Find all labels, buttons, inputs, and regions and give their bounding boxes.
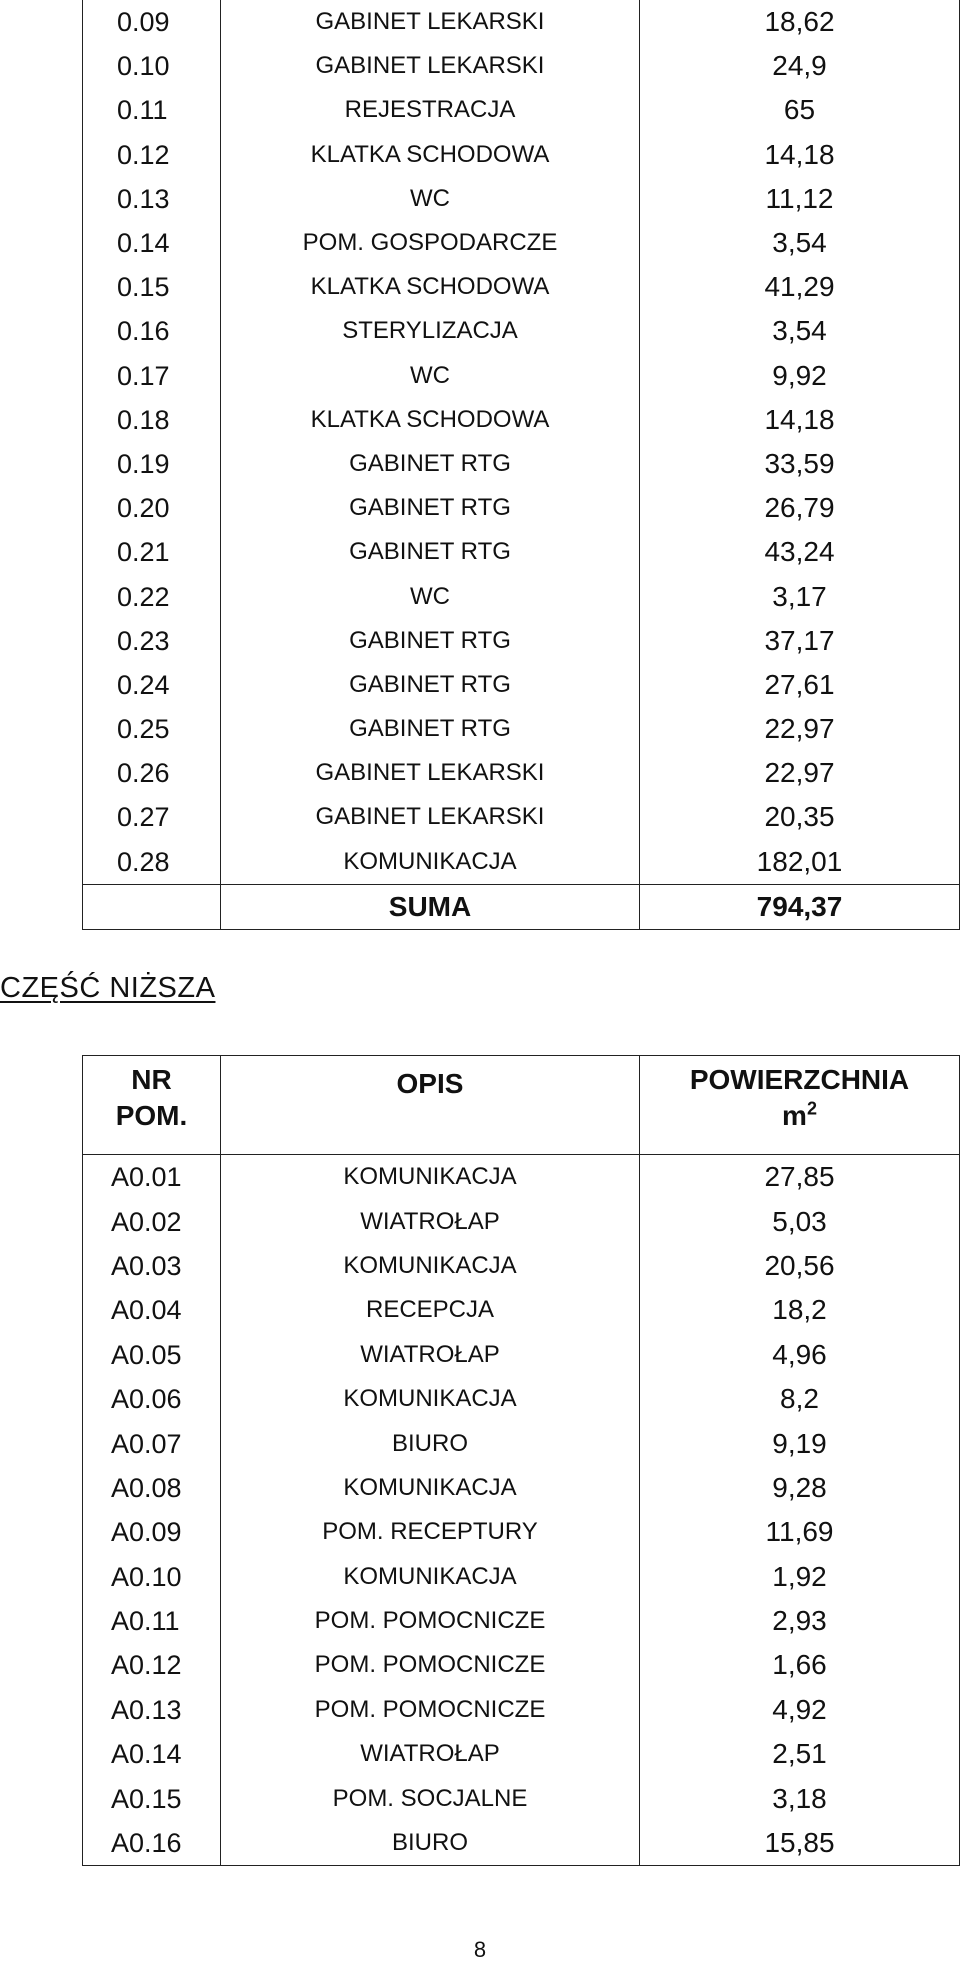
table-row: [83, 1466, 960, 1510]
table-row: [83, 265, 960, 309]
room-number: 0.27: [83, 795, 221, 839]
sum-value: 794,37: [640, 884, 960, 929]
room-number: A0.07: [83, 1421, 221, 1465]
room-number: A0.16: [83, 1821, 221, 1866]
table-row: [83, 1421, 960, 1465]
room-number: 0.18: [83, 398, 221, 442]
room-area: 4,96: [640, 1333, 960, 1377]
room-description: GABINET LEKARSKI: [221, 0, 640, 44]
room-description: WC: [221, 177, 640, 221]
room-number: A0.13: [83, 1688, 221, 1732]
table-row: [83, 1288, 960, 1332]
room-description: GABINET RTG: [221, 530, 640, 574]
table-row: [83, 486, 960, 530]
table-row: [83, 1599, 960, 1643]
room-number: A0.02: [83, 1199, 221, 1243]
sum-label: SUMA: [221, 884, 640, 929]
room-description: WC: [221, 574, 640, 618]
table-row: [83, 44, 960, 88]
room-description: GABINET RTG: [221, 663, 640, 707]
room-description: POM. SOCJALNE: [221, 1776, 640, 1820]
table-row: [83, 1377, 960, 1421]
room-description: BIURO: [221, 1821, 640, 1866]
room-number: A0.10: [83, 1555, 221, 1599]
room-area: 18,62: [640, 0, 960, 44]
room-area: 27,61: [640, 663, 960, 707]
room-description: WIATROŁAP: [221, 1732, 640, 1776]
table-row: [83, 398, 960, 442]
room-description: POM. GOSPODARCZE: [221, 221, 640, 265]
room-description: GABINET RTG: [221, 707, 640, 751]
room-area: 22,97: [640, 707, 960, 751]
room-number: 0.20: [83, 486, 221, 530]
section-title-lower: CZĘŚĆ NIŻSZA: [0, 972, 216, 1004]
room-area: 2,51: [640, 1732, 960, 1776]
lower-rooms-body: [83, 1155, 960, 1866]
table-row: [83, 619, 960, 663]
lower-table-header: [83, 1056, 960, 1155]
table-row: [83, 795, 960, 839]
table-row: [83, 574, 960, 618]
room-area: 65: [640, 88, 960, 132]
room-area: 182,01: [640, 840, 960, 885]
table-row: [83, 133, 960, 177]
room-description: RECEPCJA: [221, 1288, 640, 1332]
header-area-line1: POWIERZCHNIA: [689, 1064, 910, 1095]
room-description: POM. POMOCNICZE: [221, 1688, 640, 1732]
table-row: [83, 1821, 960, 1866]
table-row: [83, 1199, 960, 1243]
room-area: 1,92: [640, 1555, 960, 1599]
table-row: [83, 1155, 960, 1200]
room-description: BIURO: [221, 1421, 640, 1465]
room-number: A0.05: [83, 1333, 221, 1377]
room-number: 0.16: [83, 309, 221, 353]
room-number: 0.28: [83, 840, 221, 885]
sum-row: [83, 884, 960, 929]
table-row: [83, 1333, 960, 1377]
table-row: [83, 1643, 960, 1687]
room-description: WIATROŁAP: [221, 1333, 640, 1377]
room-area: 8,2: [640, 1377, 960, 1421]
room-number: 0.26: [83, 751, 221, 795]
room-description: REJESTRACJA: [221, 88, 640, 132]
table-row: [83, 840, 960, 885]
page-number: 8: [473, 1937, 487, 1962]
room-description: POM. POMOCNICZE: [221, 1643, 640, 1687]
room-area: 5,03: [640, 1199, 960, 1243]
table-row: [83, 1732, 960, 1776]
lower-rooms-table: [82, 1055, 960, 1866]
header-area: [640, 1056, 960, 1155]
room-description: KLATKA SCHODOWA: [221, 398, 640, 442]
room-number: 0.10: [83, 44, 221, 88]
room-number: 0.15: [83, 265, 221, 309]
table-row: [83, 530, 960, 574]
table-row: [83, 177, 960, 221]
room-area: 24,9: [640, 44, 960, 88]
room-description: STERYLIZACJA: [221, 309, 640, 353]
room-number: A0.03: [83, 1244, 221, 1288]
room-description: POM. RECEPTURY: [221, 1510, 640, 1554]
room-area: 27,85: [640, 1155, 960, 1200]
upper-rooms-table: [82, 0, 960, 930]
room-number: A0.08: [83, 1466, 221, 1510]
table-row: [83, 0, 960, 44]
room-number: 0.23: [83, 619, 221, 663]
room-number: 0.25: [83, 707, 221, 751]
room-area: 20,35: [640, 795, 960, 839]
room-number: A0.01: [83, 1155, 221, 1200]
room-area: 43,24: [640, 530, 960, 574]
room-number: A0.12: [83, 1643, 221, 1687]
room-area: 9,19: [640, 1421, 960, 1465]
table-row: [83, 88, 960, 132]
table-row: [83, 1688, 960, 1732]
room-area: 3,54: [640, 309, 960, 353]
room-number: A0.14: [83, 1732, 221, 1776]
table-row: [83, 221, 960, 265]
room-area: 14,18: [640, 398, 960, 442]
table-row: [83, 663, 960, 707]
room-area: 14,18: [640, 133, 960, 177]
room-area: 22,97: [640, 751, 960, 795]
table-row: [83, 1244, 960, 1288]
table-row: [83, 707, 960, 751]
table-row: [83, 1555, 960, 1599]
room-area: 11,12: [640, 177, 960, 221]
room-number: 0.11: [83, 88, 221, 132]
table-row: [83, 1510, 960, 1554]
room-area: 9,92: [640, 354, 960, 398]
room-area: 15,85: [640, 1821, 960, 1866]
header-nr-line2: POM.: [115, 1100, 188, 1131]
room-description: GABINET LEKARSKI: [221, 795, 640, 839]
room-description: KOMUNIKACJA: [221, 1155, 640, 1200]
room-number: 0.22: [83, 574, 221, 618]
room-number: 0.21: [83, 530, 221, 574]
room-description: GABINET RTG: [221, 442, 640, 486]
room-number: 0.17: [83, 354, 221, 398]
room-area: 37,17: [640, 619, 960, 663]
room-area: 11,69: [640, 1510, 960, 1554]
room-number: A0.09: [83, 1510, 221, 1554]
room-description: GABINET LEKARSKI: [221, 751, 640, 795]
upper-rooms-body: [83, 0, 960, 929]
room-number: A0.06: [83, 1377, 221, 1421]
room-number: 0.13: [83, 177, 221, 221]
room-description: KOMUNIKACJA: [221, 1244, 640, 1288]
room-number: A0.11: [83, 1599, 221, 1643]
room-area: 4,92: [640, 1688, 960, 1732]
table-row: [83, 751, 960, 795]
room-number: 0.14: [83, 221, 221, 265]
room-description: WIATROŁAP: [221, 1199, 640, 1243]
table-row: [83, 442, 960, 486]
sum-empty-cell: [83, 884, 221, 929]
room-description: WC: [221, 354, 640, 398]
room-description: KOMUNIKACJA: [221, 1555, 640, 1599]
room-number: 0.19: [83, 442, 221, 486]
room-description: GABINET LEKARSKI: [221, 44, 640, 88]
room-area: 20,56: [640, 1244, 960, 1288]
header-row: [83, 1056, 960, 1155]
room-description: KOMUNIKACJA: [221, 1377, 640, 1421]
room-description: KOMUNIKACJA: [221, 1466, 640, 1510]
room-description: KLATKA SCHODOWA: [221, 133, 640, 177]
room-number: 0.12: [83, 133, 221, 177]
room-description: POM. POMOCNICZE: [221, 1599, 640, 1643]
room-number: A0.04: [83, 1288, 221, 1332]
room-description: KLATKA SCHODOWA: [221, 265, 640, 309]
header-description: OPIS: [221, 1056, 640, 1155]
room-number: A0.15: [83, 1776, 221, 1820]
room-area: 3,18: [640, 1776, 960, 1820]
room-number: 0.24: [83, 663, 221, 707]
table-row: [83, 1776, 960, 1820]
room-area: 1,66: [640, 1643, 960, 1687]
room-number: 0.09: [83, 0, 221, 44]
room-area: 41,29: [640, 265, 960, 309]
header-nr-line1: NR: [131, 1064, 172, 1095]
room-area: 9,28: [640, 1466, 960, 1510]
room-area: 26,79: [640, 486, 960, 530]
header-area-unit-exponent: 2: [806, 1098, 817, 1119]
room-area: 3,17: [640, 574, 960, 618]
room-description: GABINET RTG: [221, 619, 640, 663]
header-room-number: [83, 1056, 221, 1155]
room-description: KOMUNIKACJA: [221, 840, 640, 885]
room-area: 3,54: [640, 221, 960, 265]
room-area: 18,2: [640, 1288, 960, 1332]
table-row: [83, 354, 960, 398]
header-area-unit: m: [782, 1100, 807, 1131]
room-description: GABINET RTG: [221, 486, 640, 530]
room-area: 2,93: [640, 1599, 960, 1643]
table-row: [83, 309, 960, 353]
room-area: 33,59: [640, 442, 960, 486]
